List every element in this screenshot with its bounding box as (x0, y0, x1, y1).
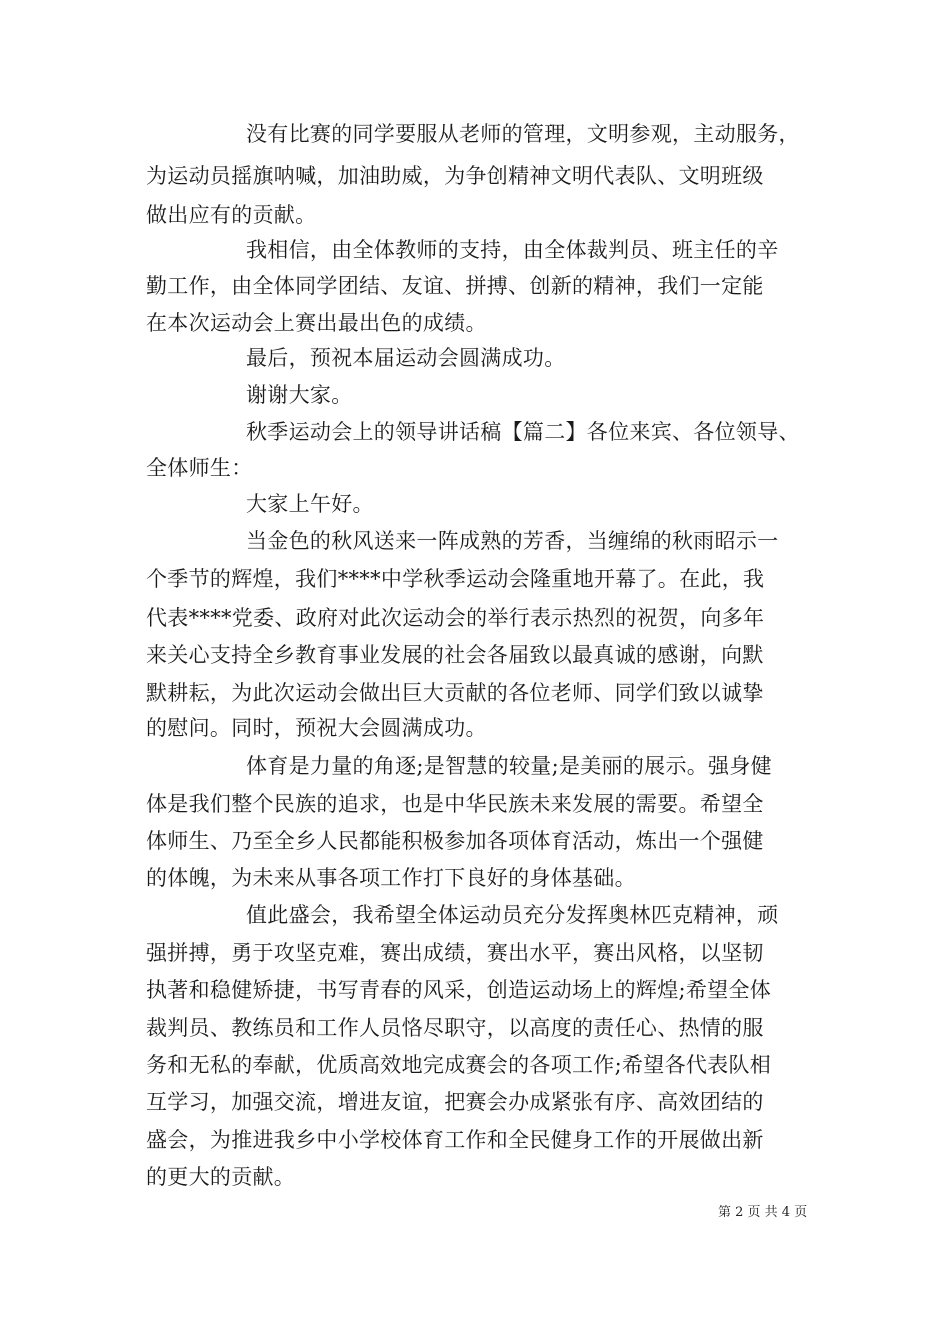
text-line: 体是我们整个民族的追求，也是中华民族未来发展的需要。希望全 (146, 792, 764, 816)
text-line: 代表****党委、政府对此次运动会的举行表示热烈的祝贺，向多年 (146, 606, 765, 630)
text-line: 强拼搏，勇于攻坚克难，赛出成绩，赛出水平，赛出风格，以坚韧 (146, 941, 764, 965)
text-line: 在本次运动会上赛出最出色的成绩。 (146, 311, 487, 335)
text-line: 裁判员、教练员和工作人员恪尽职守，以高度的责任心、热情的服 (146, 1016, 764, 1040)
text-line: 最后，预祝本届运动会圆满成功。 (246, 346, 566, 370)
text-line: 的体魄，为未来从事各项工作打下良好的身体基础。 (146, 866, 636, 890)
text-line: 的慰问。同时，预祝大会圆满成功。 (146, 716, 487, 740)
text-line: 为运动员摇旗呐喊，加油助威，为争创精神文明代表队、文明班级 (146, 164, 764, 188)
text-line: 盛会，为推进我乡中小学校体育工作和全民健身工作的开展做出新 (146, 1128, 764, 1152)
text-line: 执著和稳健矫捷，书写青春的风采，创造运动场上的辉煌;希望全体 (146, 978, 772, 1002)
text-line: 个季节的辉煌，我们****中学秋季运动会隆重地开幕了。在此，我 (146, 567, 765, 591)
text-line: 做出应有的贡献。 (146, 203, 317, 227)
text-line: 默耕耘，为此次运动会做出巨大贡献的各位老师、同学们致以诚挚 (146, 681, 764, 705)
text-line: 来关心支持全乡教育事业发展的社会各届致以最真诚的感谢，向默 (146, 643, 764, 667)
text-line: 务和无私的奉献，优质高效地完成赛会的各项工作;希望各代表队相 (146, 1053, 772, 1077)
text-line: 体育是力量的角逐;是智慧的较量;是美丽的展示。强身健 (246, 754, 772, 778)
text-line: 当金色的秋风送来一阵成熟的芳香，当缠绵的秋雨昭示一 (246, 529, 779, 553)
text-line: 大家上午好。 (246, 492, 374, 516)
section-heading-line: 秋季运动会上的领导讲话稿【篇二】各位来宾、各位领导、 (246, 420, 800, 444)
text-line: 互学习，加强交流，增进友谊，把赛会办成紧张有序、高效团结的 (146, 1090, 764, 1114)
text-line: 谢谢大家。 (246, 383, 353, 407)
text-line: 的更大的贡献。 (146, 1165, 296, 1189)
page-number: 第 2 页 共 4 页 (718, 1205, 808, 1220)
text-line: 我相信，由全体教师的支持，由全体裁判员、班主任的辛 (246, 238, 779, 262)
text-line: 体师生、乃至全乡人民都能积极参加各项体育活动，炼出一个强健 (146, 829, 764, 853)
text-line: 值此盛会，我希望全体运动员充分发挥奥林匹克精神，顽 (246, 903, 779, 927)
text-line: 全体师生： (146, 456, 253, 480)
text-line: 勤工作，由全体同学团结、友谊、拼搏、创新的精神，我们一定能 (146, 274, 764, 298)
text-line: 没有比赛的同学要服从老师的管理，文明参观，主动服务， (246, 122, 800, 146)
